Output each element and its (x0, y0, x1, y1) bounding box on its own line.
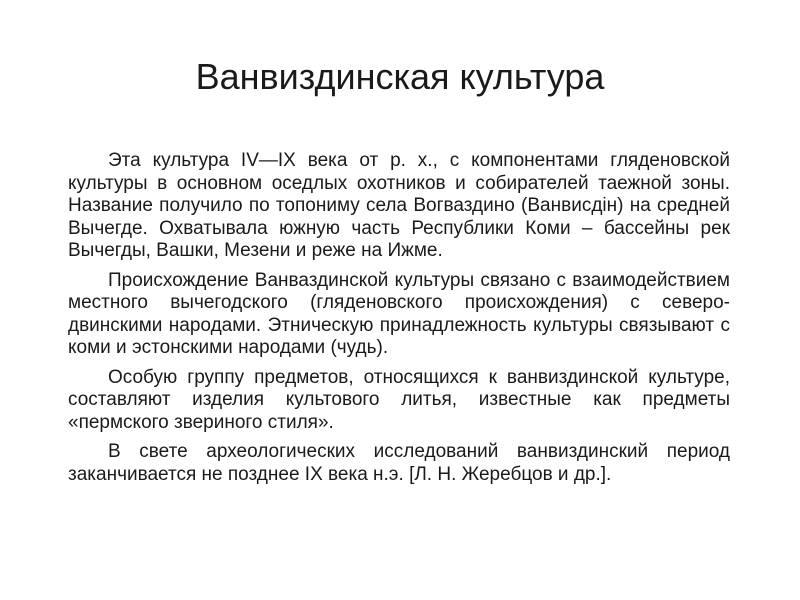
paragraph-2: Происхождение Ванваздинской культуры связано с взаимодействием местного вычегодского (гляденовского происхождения) с северо-двинскими народами. Этническую принадлежность культуры связывают с коми и эстонскими народами (чудь). (68, 269, 730, 358)
slide-body (68, 150, 730, 493)
paragraph-4: В свете археологических исследований ванвиздинский период заканчивается не позднее IX века н.э. [Л. Н. Жеребцов и др.]. (68, 441, 730, 485)
paragraph-3: Особую группу предметов, относящихся к ванвиздинской культуре, составляют изделия культового литья, известные как предметы «пермского звериного стиля». (68, 366, 730, 433)
slide-title: Ванвиздинская культура (195, 56, 605, 97)
paragraph-1: Эта культура IV—IX века от р. х., с компонентами гляденовской культуры в основном оседлых охотников и собирателей таежной зоны. Название получило по топониму села Вогваздино (Ванвисдін) на средней Вычегде. Охватывала южную часть Республики Коми – бассейны рек Вычегды, Вашки, Мезени и реже на Ижме. (68, 150, 730, 261)
